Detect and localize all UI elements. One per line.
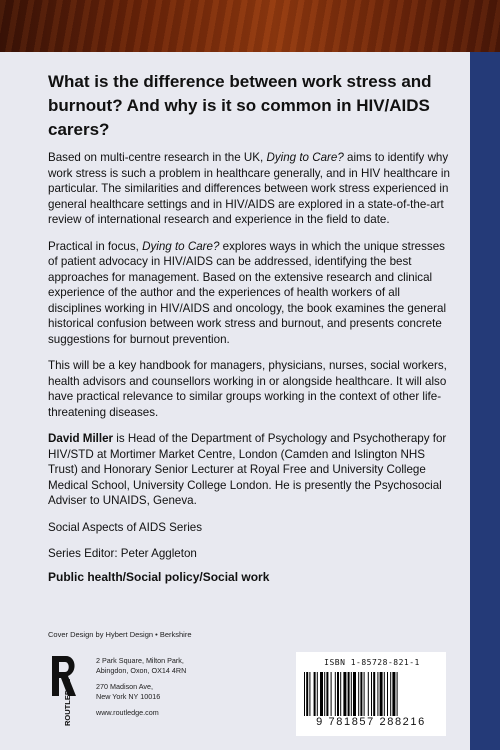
barcode-bar — [306, 672, 308, 716]
spine-color-bar — [470, 52, 500, 750]
barcode-bar — [314, 672, 316, 716]
barcode-bar — [358, 672, 359, 716]
barcode-bar — [331, 672, 332, 716]
barcode-bar — [384, 672, 385, 716]
barcode-bar — [337, 672, 339, 716]
author-name: David Miller — [48, 432, 114, 445]
barcode-bar — [348, 672, 350, 716]
publisher-address — [96, 656, 186, 724]
barcode-bar — [351, 672, 352, 716]
isbn-text: ISBN 1-85728-821-1 — [324, 658, 420, 667]
barcode-bar — [397, 672, 398, 716]
blurb-paragraph-1: Based on multi-centre research in the UK, Dying to Care? aims to identify why work stress is such a problem in healthcare generally, and in HIV healthcare in particular. The similarities and differences between work stress experienced in general healthcare settings and in HIV/AIDS are explored in a state-of-the-art review of international research and experience in the field to date. — [48, 151, 450, 226]
barcode-bar — [380, 672, 383, 716]
barcode-bar — [373, 672, 375, 716]
routledge-logo-icon — [46, 652, 82, 728]
barcode-bar — [340, 672, 341, 716]
barcode-bar — [368, 672, 369, 716]
barcode-bar — [364, 672, 365, 716]
barcode-digits: 9 781857 288216 — [316, 716, 426, 728]
barcode-icon — [302, 672, 440, 716]
barcode-bar — [353, 672, 356, 716]
barcode-bar — [390, 672, 391, 716]
barcode-bar — [371, 672, 372, 716]
barcode-bar — [335, 672, 336, 716]
subject-categories: Public health/Social policy/Social work — [48, 569, 270, 584]
barcode-bar — [326, 672, 328, 716]
book-title: Dying to Care? — [266, 151, 344, 164]
barcode-bar — [324, 672, 325, 716]
book-title: Dying to Care? — [142, 239, 220, 253]
blurb-paragraph-2: Practical in focus, Dying to Care? explores ways in which the unique stresses of patient advocacy in HIV/AIDS can be addressed, identifying the best approaches for management. Based on the extensive research and clinical experience of the author and the experiences of health workers of all disciplines working in HIV/AIDS and oncology, the book examines the general historical confusion between work stress and burnout, and presents concrete suggestions for burnout prevention. — [48, 239, 447, 346]
barcode-bar — [377, 672, 378, 716]
publisher-website: www.routledge.com — [96, 708, 159, 717]
headline: What is the difference between work stress and burnout? And why is it so common in HIV/AIDS carers? — [48, 72, 432, 139]
barcode-panel — [296, 652, 446, 736]
barcode-bar — [387, 672, 388, 716]
routledge-logo-text: ROUTLEDGE — [63, 678, 72, 726]
blurb-paragraph-3: This will be a key handbook for managers, physicians, nurses, social workers, health advisors and counsellors working in or alongside healthcare. It will also have practical relevance to similar groups working in the context of other life-threatening diseases. — [48, 359, 447, 419]
barcode-bar — [392, 672, 395, 716]
series-name: Social Aspects of AIDS Series — [48, 520, 203, 534]
barcode-bar — [360, 672, 362, 716]
barcode-bar — [317, 672, 318, 716]
barcode-bar — [343, 672, 346, 716]
blurb-body — [48, 150, 456, 596]
us-address: 270 Madison Ave, New York NY 10016 — [96, 682, 161, 701]
cover-art-band — [0, 0, 500, 52]
uk-address: 2 Park Square, Milton Park, Abingdon, Oxon, OX14 4RN — [96, 656, 187, 675]
series-editor: Series Editor: Peter Aggleton — [48, 547, 197, 560]
cover-design-credit: Cover Design by Hybert Design • Berkshire — [48, 630, 192, 639]
author-bio: David Miller is Head of the Department of Psychology and Psychotherapy for HIV/STD at Mortimer Market Centre, London (Camden and Islington NHS Trust) and Honorary Senior Lecturer at Royal Free and University College Medical School, University College London. He is presently the Psychosocial Adviser to UNAIDS, Geneva. — [48, 432, 447, 507]
barcode-bar — [320, 672, 323, 716]
barcode-bar — [309, 672, 310, 716]
barcode-bar — [304, 672, 305, 716]
